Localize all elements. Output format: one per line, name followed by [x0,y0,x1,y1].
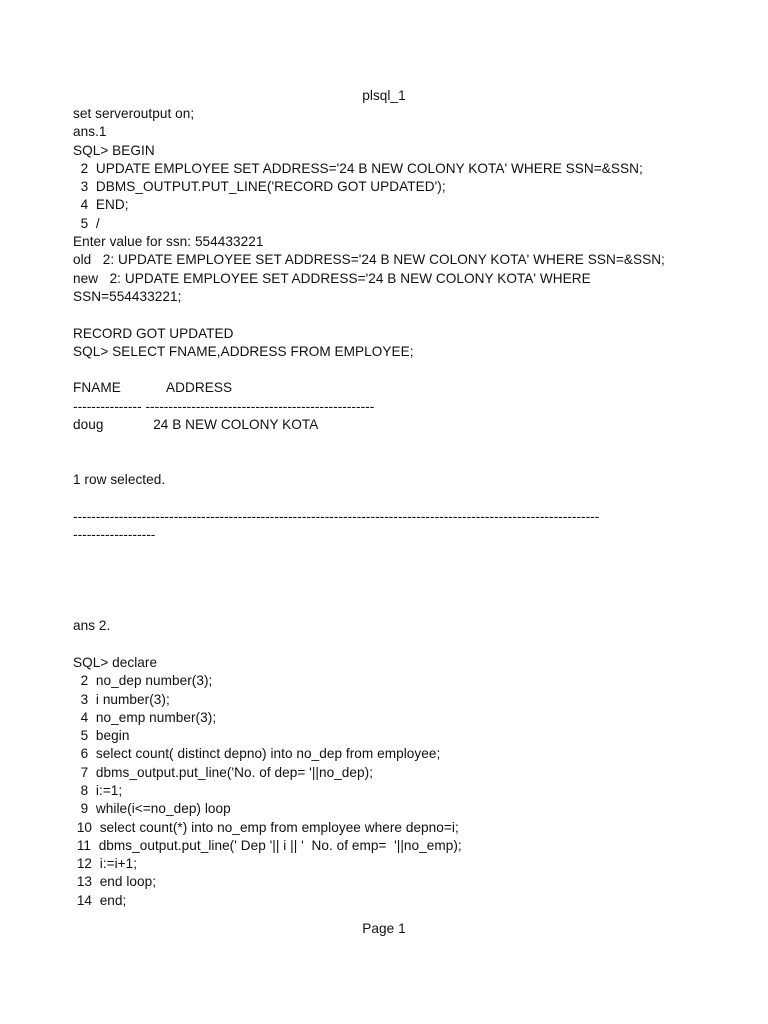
text-line: doug 24 B NEW COLONY KOTA [73,417,319,433]
text-line: RECORD GOT UPDATED [73,325,234,341]
text-line: Enter value for ssn: 554433221 [73,234,264,250]
blank-line [73,544,693,562]
text-line: new 2: UPDATE EMPLOYEE SET ADDRESS='24 B NEW COLONY KOTA' WHERE [73,270,591,286]
text-line: SQL> declare [73,654,158,670]
text-line: 10 select count(*) into no_emp from employee where depno=i; [73,819,459,835]
blank-line [73,562,693,580]
text-line: old 2: UPDATE EMPLOYEE SET ADDRESS='24 B NEW COLONY KOTA' WHERE SSN=&SSN; [73,252,665,268]
text-line: ------------------ [73,526,156,542]
text-line: 9 while(i<=no_dep) loop [73,801,231,817]
text-line: ans 2. [73,618,111,634]
text-line: SSN=554433221; [73,288,182,304]
text-line: 7 dbms_output.put_line('No. of dep= '||no_dep); [73,764,374,780]
blank-line [73,599,693,617]
text-line: 2 UPDATE EMPLOYEE SET ADDRESS='24 B NEW COLONY KOTA' WHERE SSN=&SSN; [73,160,643,176]
document-title: plsql_1 [362,88,406,103]
blank-line [73,489,693,507]
text-line: 5 / [73,215,100,231]
text-line: 6 select count( distinct depno) into no_dep from employee; [73,746,441,762]
blank-line [73,453,693,471]
text-line: 5 begin [73,728,130,744]
blank-line [73,581,693,599]
blank-line [73,636,693,654]
text-line: 13 end loop; [73,874,157,890]
text-line: 12 i:=i+1; [73,856,138,872]
text-line: 1 row selected. [73,471,166,487]
blank-line [73,361,693,379]
blank-line [73,306,693,324]
text-line: set serveroutput on; [73,106,195,121]
text-line: 4 no_emp number(3); [73,709,217,725]
text-line: 3 DBMS_OUTPUT.PUT_LINE('RECORD GOT UPDATED'); [73,179,446,195]
text-line: 2 no_dep number(3); [73,673,213,689]
text-line: 4 END; [73,197,129,213]
text-line: FNAME ADDRESS [73,380,233,396]
text-line: 8 i:=1; [73,782,123,798]
text-line: SQL> SELECT FNAME,ADDRESS FROM EMPLOYEE; [73,343,414,359]
text-line: ------------------------------------------------------------------------------------------------------------------- [73,508,600,524]
text-line: SQL> BEGIN [73,142,155,158]
blank-line [73,434,693,452]
text-line: 14 end; [73,892,127,908]
text-line: --------------- -------------------------------------------------- [73,398,375,414]
page-footer: Page 1 [362,921,406,936]
document-body [73,105,693,910]
text-line: 3 i number(3); [73,691,170,707]
text-line: 11 dbms_output.put_line(' Dep '|| i || ' No. of emp= '||no_emp); [73,837,462,853]
text-line: ans.1 [73,124,107,140]
